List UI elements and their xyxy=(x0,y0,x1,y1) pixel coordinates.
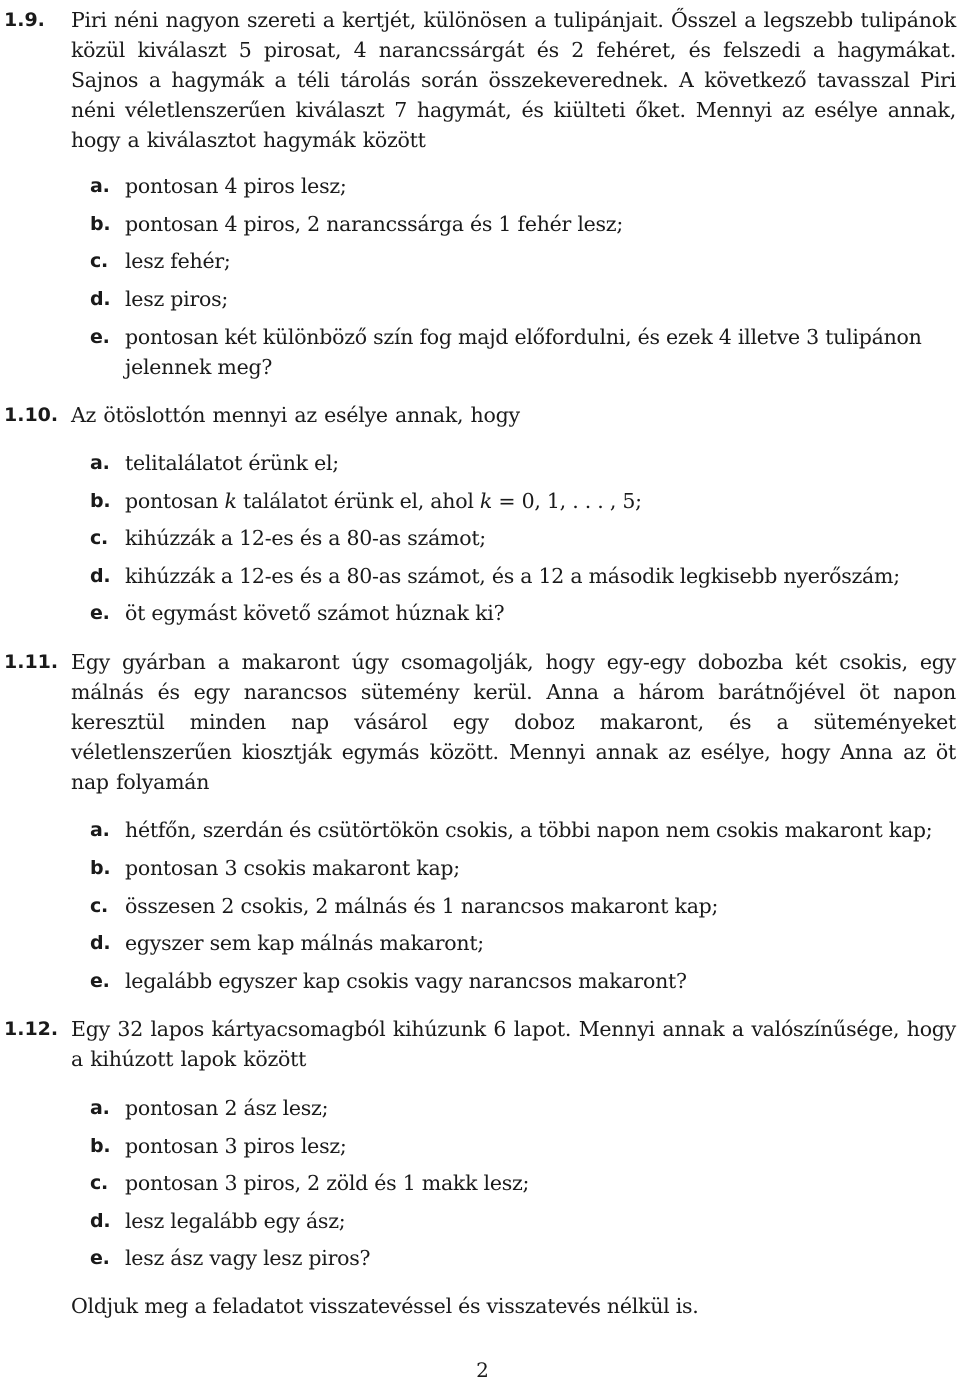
item-text: lesz legalább egy ász; xyxy=(125,1209,346,1233)
item-text: pontosan 3 piros lesz; xyxy=(125,1134,347,1158)
item-text: kihúzzák a 12-es és a 80-as számot, és a 12 a második legkisebb nyerőszám; xyxy=(125,564,900,588)
item-letter: c. xyxy=(90,1172,108,1194)
item-letter: d. xyxy=(90,565,111,587)
item-text xyxy=(125,486,955,516)
item-text: öt egymást követő számot húznak ki? xyxy=(125,601,505,625)
item-letter: c. xyxy=(90,250,108,272)
problem-number: 1.11. xyxy=(4,651,59,673)
item-text: pontosan 3 piros, 2 zöld és 1 makk lesz; xyxy=(125,1171,530,1195)
item-text: pontosan 2 ász lesz; xyxy=(125,1096,329,1120)
item-text: kihúzzák a 12-es és a 80-as számot; xyxy=(125,526,486,550)
item-letter: e. xyxy=(90,1247,110,1269)
problem-statement: Az ötöslottón mennyi az esélye annak, hogy xyxy=(71,403,520,427)
item-letter: a. xyxy=(90,175,110,197)
problem-statement: Egy gyárban a makaront úgy csomagolják, hogy egy-egy dobozba két csokis, egy málnás és egy narancsos sütemény kerül. Anna a három barátnőjével öt napon keresztül minden nap vásárol egy doboz makaront, és a süteményeket véletlenszerűen kiosztják egymás között. Mennyi annak az esélye, hogy Anna az öt nap folyamán xyxy=(71,650,956,794)
item-letter: a. xyxy=(90,1097,110,1119)
item-text: pontosan 3 csokis makaront kap; xyxy=(125,856,460,880)
item-text-mid: találatot érünk el, ahol xyxy=(242,489,474,513)
item-letter: a. xyxy=(90,819,110,841)
item-letter: c. xyxy=(90,527,108,549)
problem-statement: Piri néni nagyon szereti a kertjét, különösen a tulipánjait. Ősszel a legszebb tulipánok közül kiválaszt 5 pirosat, 4 narancssárgát és 2 fehéret, és felszedi a hagymákat. Sajnos a hagymák a téli tárolás során összekeverednek. A következő tavasszal Piri néni véletlenszerűen kiválaszt 7 hagymát, és kiülteti őket. Mennyi az esélye annak, hogy a kiválasztot hagymák között xyxy=(71,8,956,152)
item-text: lesz fehér; xyxy=(125,249,231,273)
item-text-after: = 0, 1, . . . , 5; xyxy=(498,489,642,513)
math-variable: k xyxy=(479,489,493,513)
item-text: pontosan 4 piros lesz; xyxy=(125,174,347,198)
item-letter: b. xyxy=(90,490,111,512)
item-text: telitalálatot érünk el; xyxy=(125,451,339,475)
problem-number: 1.10. xyxy=(4,404,59,426)
item-text: hétfőn, szerdán és csütörtökön csokis, a többi napon nem csokis makaront kap; xyxy=(125,818,933,842)
problem-statement: Egy 32 lapos kártyacsomagból kihúzunk 6 lapot. Mennyi annak a valószínűsége, hogy a kihúzott lapok között xyxy=(71,1017,956,1071)
item-letter: b. xyxy=(90,1135,111,1157)
item-text: lesz piros; xyxy=(125,287,229,311)
item-letter: d. xyxy=(90,1210,111,1232)
item-letter: b. xyxy=(90,213,111,235)
problem-number: 1.9. xyxy=(4,9,45,31)
item-text-before: pontosan xyxy=(125,489,219,513)
item-letter: a. xyxy=(90,452,110,474)
item-text: pontosan két különböző szín fog majd előfordulni, és ezek 4 illetve 3 tulipánon jelennek meg? xyxy=(125,325,922,379)
item-letter: e. xyxy=(90,970,110,992)
math-variable: k xyxy=(224,489,237,513)
item-letter: d. xyxy=(90,932,111,954)
item-letter: d. xyxy=(90,288,111,310)
item-text: összesen 2 csokis, 2 málnás és 1 narancsos makaront kap; xyxy=(125,894,719,918)
item-text: egyszer sem kap málnás makaront; xyxy=(125,931,484,955)
item-letter: b. xyxy=(90,857,111,879)
problem-number: 1.12. xyxy=(4,1018,59,1040)
item-letter: c. xyxy=(90,895,108,917)
item-text: lesz ász vagy lesz piros? xyxy=(125,1246,371,1270)
item-text: pontosan 4 piros, 2 narancssárga és 1 fehér lesz; xyxy=(125,212,624,236)
item-text: legalább egyszer kap csokis vagy narancsos makaront? xyxy=(125,969,687,993)
item-letter: e. xyxy=(90,326,110,348)
item-letter: e. xyxy=(90,602,110,624)
page-number: 2 xyxy=(476,1358,489,1382)
closing-note: Oldjuk meg a feladatot visszatevéssel és visszatevés nélkül is. xyxy=(71,1294,699,1318)
